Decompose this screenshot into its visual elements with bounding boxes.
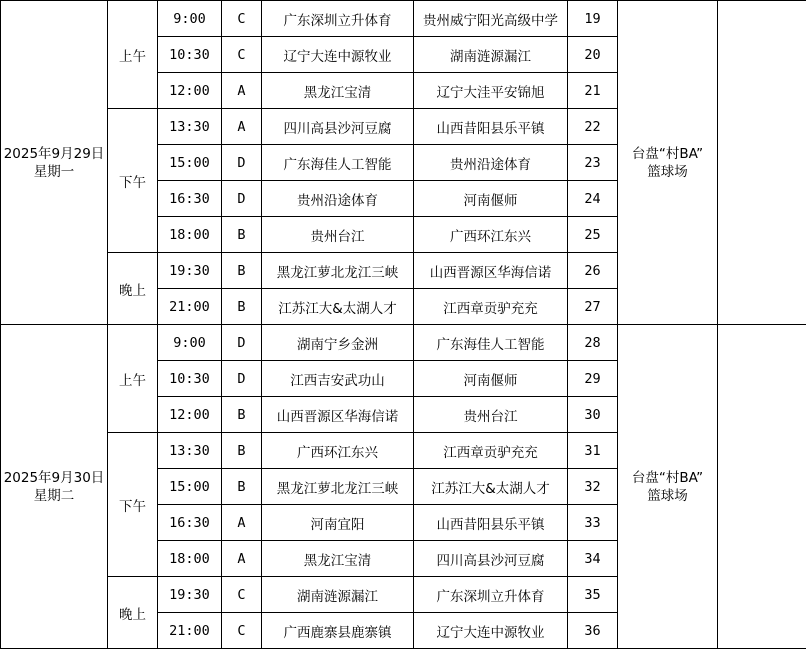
team-a: 湖南涟源漏江 [262,577,414,613]
period-cell: 下午 [108,433,158,577]
team-b: 山西昔阳县乐平镇 [414,109,568,145]
team-a: 四川高县沙河豆腐 [262,109,414,145]
team-b: 贵州台江 [414,397,568,433]
team-a: 贵州台江 [262,217,414,253]
match-group: C [222,577,262,613]
match-group: D [222,145,262,181]
team-a: 广东海佳人工智能 [262,145,414,181]
match-number: 24 [568,181,618,217]
match-number: 26 [568,253,618,289]
match-group: C [222,37,262,73]
team-a: 河南宜阳 [262,505,414,541]
match-number: 21 [568,73,618,109]
match-number: 33 [568,505,618,541]
team-a: 广西环江东兴 [262,433,414,469]
team-a: 江西吉安武功山 [262,361,414,397]
team-a: 江苏江大&太湖人才 [262,289,414,325]
match-time: 15:00 [158,145,222,181]
match-time: 10:30 [158,361,222,397]
match-number: 28 [568,325,618,361]
team-a: 辽宁大连中源牧业 [262,37,414,73]
match-time: 12:00 [158,73,222,109]
match-number: 36 [568,613,618,649]
match-number: 23 [568,145,618,181]
match-time: 21:00 [158,613,222,649]
match-group: B [222,289,262,325]
match-time: 12:00 [158,397,222,433]
match-time: 15:00 [158,469,222,505]
period-cell: 上午 [108,325,158,433]
match-time: 13:30 [158,433,222,469]
match-time: 18:00 [158,217,222,253]
match-time: 19:30 [158,577,222,613]
match-number: 30 [568,397,618,433]
weekday-text: 星期二 [33,487,75,504]
match-group: A [222,73,262,109]
match-group: B [222,217,262,253]
team-b: 山西晋源区华海信诺 [414,253,568,289]
match-time: 9:00 [158,325,222,361]
match-group: D [222,325,262,361]
match-time: 13:30 [158,109,222,145]
date-cell [1,325,108,649]
period-cell: 晚上 [108,253,158,325]
team-a: 黑龙江萝北龙江三峡 [262,469,414,505]
match-group: A [222,505,262,541]
period-cell: 下午 [108,109,158,253]
team-b: 辽宁大洼平安锦旭 [414,73,568,109]
match-group: B [222,469,262,505]
team-b: 贵州沿途体育 [414,145,568,181]
team-b: 江西章贡驴充充 [414,289,568,325]
team-a: 黑龙江萝北龙江三峡 [262,253,414,289]
team-a: 湖南宁乡金洲 [262,325,414,361]
team-b: 湖南涟源漏江 [414,37,568,73]
match-group: C [222,1,262,37]
match-time: 18:00 [158,541,222,577]
match-time: 16:30 [158,505,222,541]
match-number: 29 [568,361,618,397]
match-number: 34 [568,541,618,577]
blank-cell [718,325,806,649]
team-a: 黑龙江宝清 [262,541,414,577]
venue-cell [618,325,718,649]
match-time: 19:30 [158,253,222,289]
match-group: B [222,397,262,433]
match-row [1,325,806,361]
match-time: 9:00 [158,1,222,37]
blank-cell [718,1,806,325]
match-time: 21:00 [158,289,222,325]
match-group: C [222,613,262,649]
venue-name: 台盘“村BA” [631,469,704,486]
date-text: 2025年9月29日 [3,145,105,162]
match-number: 27 [568,289,618,325]
match-group: B [222,433,262,469]
match-group: B [222,253,262,289]
weekday-text: 星期一 [33,163,75,180]
match-group: D [222,361,262,397]
match-number: 35 [568,577,618,613]
match-row [1,1,806,37]
team-a: 贵州沿途体育 [262,181,414,217]
match-number: 19 [568,1,618,37]
date-text: 2025年9月30日 [3,469,105,486]
team-a: 广东深圳立升体育 [262,1,414,37]
venue-name: 台盘“村BA” [631,145,704,162]
venue-court: 篮球场 [647,163,688,180]
team-b: 广东深圳立升体育 [414,577,568,613]
venue-cell [618,1,718,325]
date-cell [1,1,108,325]
period-cell: 晚上 [108,577,158,649]
match-number: 25 [568,217,618,253]
match-number: 20 [568,37,618,73]
match-number: 31 [568,433,618,469]
team-b: 河南偃师 [414,181,568,217]
match-time: 10:30 [158,37,222,73]
venue-court: 篮球场 [647,487,688,504]
match-time: 16:30 [158,181,222,217]
team-b: 辽宁大连中源牧业 [414,613,568,649]
match-group: D [222,181,262,217]
match-group: A [222,109,262,145]
match-number: 22 [568,109,618,145]
team-b: 江西章贡驴充充 [414,433,568,469]
team-b: 广西环江东兴 [414,217,568,253]
team-a: 山西晋源区华海信诺 [262,397,414,433]
team-a: 黑龙江宝清 [262,73,414,109]
match-number: 32 [568,469,618,505]
team-b: 贵州威宁阳光高级中学 [414,1,568,37]
team-b: 四川高县沙河豆腐 [414,541,568,577]
match-group: A [222,541,262,577]
team-b: 河南偃师 [414,361,568,397]
team-a: 广西鹿寨县鹿寨镇 [262,613,414,649]
team-b: 广东海佳人工智能 [414,325,568,361]
schedule-body [1,1,806,649]
team-b: 江苏江大&太湖人才 [414,469,568,505]
period-cell: 上午 [108,1,158,109]
team-b: 山西昔阳县乐平镇 [414,505,568,541]
